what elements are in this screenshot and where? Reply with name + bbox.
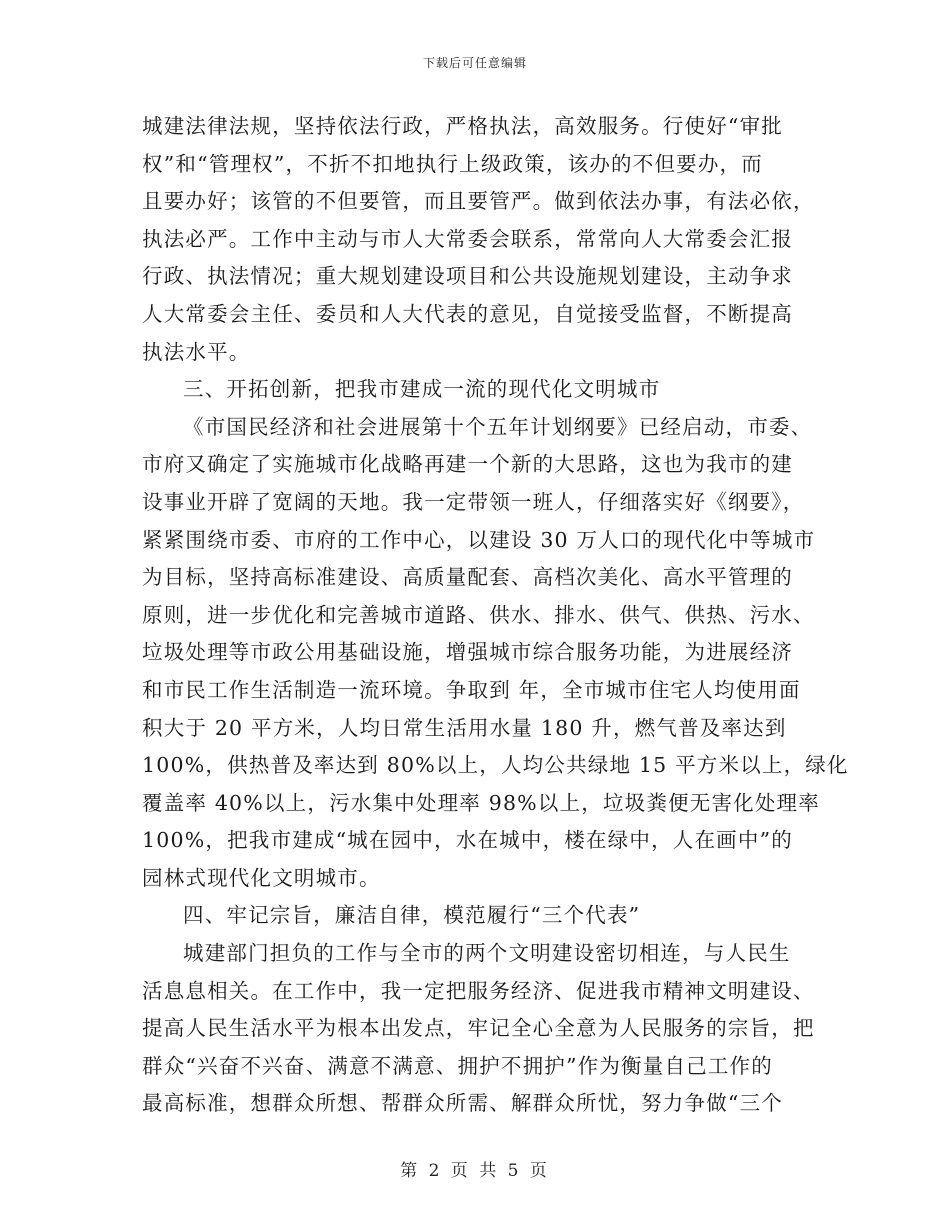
text-line: 市府又确定了实施城市化战略再建一个新的大思路，这也为我市的建 — [142, 452, 793, 477]
text-line: 群众“兴奋不兴奋、满意不满意、拥护不拥护”作为衡量自己工作的 — [142, 1053, 773, 1078]
text-line: 原则，进一步优化和完善城市道路、供水、排水、供气、供热、污水、 — [142, 602, 815, 627]
text-line: 为目标，坚持高标准建设、高质量配套、高档次美化、高水平管理的 — [142, 565, 793, 590]
text-line: 提高人民生活水平为根本出发点，牢记全心全意为人民服务的宗旨，把 — [142, 1016, 815, 1041]
text-line: 100%，把我市建成“城在园中，水在城中，楼在绿中，人在画中”的 — [142, 828, 793, 853]
text-line: 且要办好；该管的不但要管，而且要管严。做到依法办事，有法必依， — [142, 189, 815, 214]
text-line: 权”和“管理权”，不折不扣地执行上级政策，该办的不但要办，而 — [142, 151, 763, 176]
text-line: 城建法律法规，坚持依法行政，严格执法，高效服务。行使好“审批 — [142, 114, 783, 138]
text-line: 执法必严。工作中主动与市人大常委会联系，常常向人大常委会汇报 — [142, 226, 793, 251]
text-line: 和市民工作生活制造一流环境。争取到 年，全市城市住宅人均使用面 — [142, 677, 801, 702]
text-line: 设事业开辟了宽阔的天地。我一定带领一班人，仔细落实好《纲要》， — [142, 489, 805, 514]
document-body — [142, 108, 849, 1123]
text-line: 三、开拓创新，把我市建成一流的现代化文明城市 — [183, 377, 661, 402]
text-line: 《市国民经济和社会进展第十个五年计划纲要》已经启动，市委、 — [183, 414, 813, 439]
text-line: 100%，供热普及率达到 80%以上，人均公共绿地 15 平方米以上，绿化 — [142, 753, 849, 778]
text-line: 覆盖率 40%以上，污水集中处理率 98%以上，垃圾粪便无害化处理率 — [142, 790, 820, 815]
text-line: 积大于 20 平方米，人均日常生活用水量 180 升，燃气普及率达到 — [142, 715, 787, 740]
text-line: 执法水平。 — [142, 339, 251, 364]
text-line: 活息息相关。在工作中，我一定把服务经济、促进我市精神文明建设、 — [142, 978, 815, 1003]
text-line: 人大常委会主任、委员和人大代表的意见，自觉接受监督，不断提高 — [142, 301, 793, 326]
text-line: 垃圾处理等市政公用基础设施，增强城市综合服务功能，为进展经济 — [142, 640, 793, 665]
text-line: 四、牢记宗旨，廉洁自律，模范履行“三个代表” — [183, 903, 641, 928]
page-footer: 第 2 页 共 5 页 — [400, 1161, 550, 1181]
text-line: 城建部门担负的工作与全市的两个文明建设密切相连，与人民生 — [183, 941, 791, 966]
text-line: 园林式现代化文明城市。 — [142, 865, 381, 890]
text-line: 最高标准，想群众所想、帮群众所需、解群众所忧，努力争做“三个 — [142, 1091, 783, 1116]
text-line: 行政、执法情况；重大规划建设项目和公共设施规划建设，主动争求 — [142, 264, 793, 289]
page-header: 下载后可任意编辑 — [422, 56, 527, 70]
text-line: 紧紧围绕市委、市府的工作中心，以建设 30 万人口的现代化中等城市 — [142, 527, 816, 552]
